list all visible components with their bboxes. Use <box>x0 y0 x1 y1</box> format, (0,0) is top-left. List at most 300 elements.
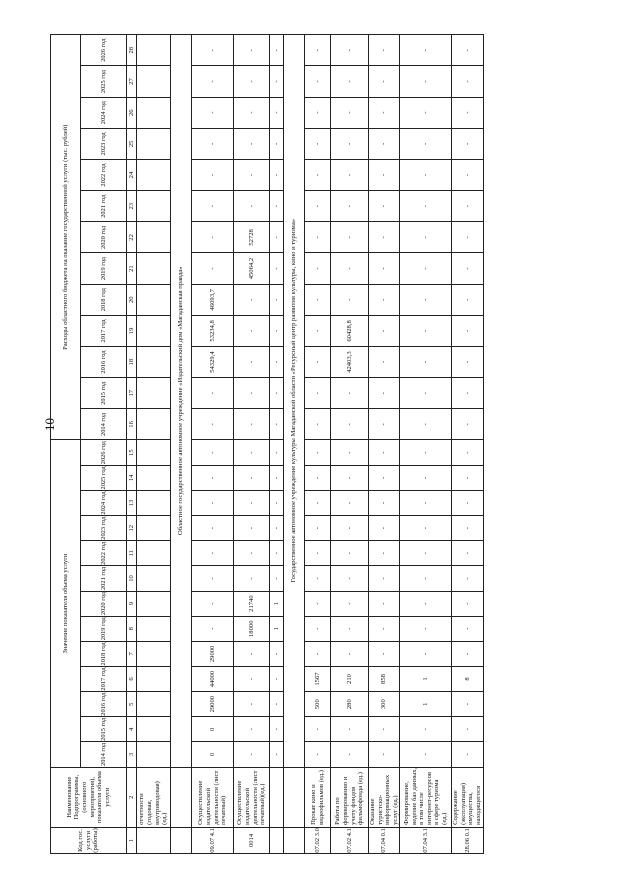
budget-cell: - <box>305 346 331 377</box>
year-header: 2020 год <box>81 591 127 616</box>
column-number: 2 <box>127 767 137 827</box>
budget-cell: - <box>400 97 452 128</box>
budget-cell: - <box>305 66 331 97</box>
table-row <box>452 35 483 854</box>
volume-cell: - <box>452 616 483 641</box>
budget-cell: - <box>270 346 284 377</box>
budget-cell: - <box>369 253 400 284</box>
row-code: 07.04 0.1 <box>369 827 400 853</box>
row-code: 07.02 4.1 <box>331 827 369 853</box>
budget-cell: - <box>192 378 234 409</box>
budget-cell: 54329,4 <box>192 346 234 377</box>
volume-cell: - <box>331 516 369 541</box>
budget-cell: - <box>369 222 400 253</box>
volume-cell: 21740 <box>234 591 270 616</box>
budget-cell: - <box>452 378 483 409</box>
volume-cell: - <box>192 541 234 566</box>
budget-cell: - <box>369 97 400 128</box>
budget-cell: - <box>331 128 369 159</box>
volume-cell: - <box>234 440 270 465</box>
volume-cell: 858 <box>369 666 400 691</box>
volume-cell: - <box>369 566 400 591</box>
volume-cell: - <box>270 541 284 566</box>
budget-cell <box>137 159 171 190</box>
column-number: 7 <box>127 641 137 666</box>
year-header: 2026 год <box>81 440 127 465</box>
section-title: Государственное автономное учреждение культуры Магаданской области «Ресурсный центр развития культуры, кино и туризма» <box>284 35 305 768</box>
volume-cell: - <box>369 465 400 490</box>
budget-cell: 53234,8 <box>192 315 234 346</box>
volume-cell: - <box>305 742 331 767</box>
volume-cell: - <box>234 490 270 515</box>
volume-cell: - <box>270 440 284 465</box>
budget-cell: - <box>452 159 483 190</box>
volume-cell: - <box>234 666 270 691</box>
volume-cell <box>137 666 171 691</box>
volume-cell: - <box>305 516 331 541</box>
rotated-table-page <box>50 34 570 854</box>
volume-cell: 280 <box>331 692 369 717</box>
budget-cell: - <box>400 378 452 409</box>
volume-cell: - <box>305 440 331 465</box>
volume-cell: - <box>331 541 369 566</box>
year-header: 2016 год <box>81 692 127 717</box>
column-number: 15 <box>127 440 137 465</box>
volume-cell: - <box>270 566 284 591</box>
budget-cell: - <box>234 284 270 315</box>
volume-cell <box>137 490 171 515</box>
budget-cell: - <box>234 409 270 440</box>
header-code: Код гос. услуги (работы) <box>51 827 127 853</box>
year-header: 2025 год <box>81 66 127 97</box>
budget-cell <box>137 409 171 440</box>
table-row <box>400 35 452 854</box>
budget-cell: - <box>331 409 369 440</box>
budget-cell: - <box>400 346 452 377</box>
row-code: 09.07 4.1 <box>192 827 234 853</box>
budget-cell: 45064,2 <box>234 253 270 284</box>
budget-cell <box>137 97 171 128</box>
volume-cell: 0 <box>192 717 234 742</box>
volume-cell: 1567 <box>305 666 331 691</box>
volume-cell <box>137 692 171 717</box>
volume-cell: - <box>270 641 284 666</box>
budget-cell: - <box>400 128 452 159</box>
table-row <box>331 35 369 854</box>
column-number: 25 <box>127 128 137 159</box>
budget-cell: - <box>270 35 284 66</box>
volume-cell: - <box>369 490 400 515</box>
budget-cell: - <box>331 159 369 190</box>
volume-cell: 1 <box>270 616 284 641</box>
volume-cell: - <box>331 440 369 465</box>
budget-cell: - <box>192 66 234 97</box>
volume-cell <box>137 742 171 767</box>
volume-cell: - <box>400 641 452 666</box>
table-row <box>369 35 400 854</box>
budget-cell: - <box>452 222 483 253</box>
budget-cell: - <box>400 66 452 97</box>
volume-cell: 8 <box>452 666 483 691</box>
volume-cell: - <box>400 516 452 541</box>
volume-cell: - <box>234 717 270 742</box>
budget-cell <box>137 253 171 284</box>
year-header: 2022 год <box>81 159 127 190</box>
section-spacer <box>171 827 192 853</box>
year-header: 2015 год <box>81 717 127 742</box>
volume-cell <box>137 641 171 666</box>
volume-cell: - <box>452 591 483 616</box>
volume-cell: 210 <box>331 666 369 691</box>
volume-cell: - <box>452 641 483 666</box>
volume-cell: - <box>192 465 234 490</box>
volume-cell: - <box>192 566 234 591</box>
budget-cell: - <box>270 128 284 159</box>
year-header: 2020 год <box>81 222 127 253</box>
column-number: 5 <box>127 692 137 717</box>
volume-cell: - <box>452 566 483 591</box>
volume-cell: - <box>452 516 483 541</box>
budget-cell: - <box>305 409 331 440</box>
budget-cell: - <box>452 128 483 159</box>
budget-cell <box>137 191 171 222</box>
volume-cell: - <box>331 591 369 616</box>
volume-cell: - <box>270 692 284 717</box>
volume-cell: - <box>192 490 234 515</box>
budget-cell: - <box>305 128 331 159</box>
volume-cell: - <box>369 591 400 616</box>
budget-cell: - <box>305 191 331 222</box>
volume-cell: - <box>234 641 270 666</box>
volume-cell: - <box>369 641 400 666</box>
volume-cell: 1 <box>400 666 452 691</box>
volume-cell: 0 <box>192 742 234 767</box>
budget-cell: - <box>452 315 483 346</box>
budget-cell: - <box>234 315 270 346</box>
volume-cell: - <box>369 742 400 767</box>
volume-cell <box>137 566 171 591</box>
volume-cell: - <box>234 516 270 541</box>
column-number: 12 <box>127 516 137 541</box>
year-header: 2021 год <box>81 191 127 222</box>
row-name: Оказание туристско-информационных услуг (ед.) <box>369 767 400 827</box>
volume-cell: - <box>369 516 400 541</box>
budget-cell: - <box>369 128 400 159</box>
budget-cell: - <box>270 253 284 284</box>
budget-cell <box>137 378 171 409</box>
column-number: 23 <box>127 191 137 222</box>
row-name: Прокат кино и видеофильмов (ед.) <box>305 767 331 827</box>
volume-cell: 29000 <box>192 692 234 717</box>
budget-cell: - <box>234 128 270 159</box>
row-name: Содержание (эксплуатация) имущества, находящегося <box>452 767 483 827</box>
budget-cell: - <box>369 66 400 97</box>
header-volume: Значение показателя объема услуги <box>51 440 81 767</box>
column-number: 14 <box>127 465 137 490</box>
budget-cell: - <box>452 191 483 222</box>
year-header: 2014 год <box>81 409 127 440</box>
volume-cell <box>137 616 171 641</box>
budget-cell: - <box>369 191 400 222</box>
budget-cell: - <box>192 159 234 190</box>
volume-cell: - <box>192 616 234 641</box>
budget-cell: - <box>331 191 369 222</box>
volume-cell: 1 <box>400 692 452 717</box>
budget-cell: - <box>400 35 452 66</box>
budget-cell: - <box>192 35 234 66</box>
budget-cell: - <box>452 253 483 284</box>
year-header: 2024 год <box>81 97 127 128</box>
row-name <box>270 767 284 827</box>
volume-cell: - <box>192 516 234 541</box>
budget-cell: - <box>305 378 331 409</box>
budget-cell: - <box>192 253 234 284</box>
budget-cell: - <box>270 191 284 222</box>
volume-cell: - <box>400 465 452 490</box>
column-number: 21 <box>127 253 137 284</box>
volume-cell: - <box>270 465 284 490</box>
column-number: 4 <box>127 717 137 742</box>
budget-cell: - <box>270 315 284 346</box>
budget-cell: - <box>400 315 452 346</box>
year-header: 2014 год <box>81 742 127 767</box>
budget-cell: 60428,8 <box>331 315 369 346</box>
budget-cell <box>137 346 171 377</box>
budget-cell: - <box>305 35 331 66</box>
column-number: 22 <box>127 222 137 253</box>
budget-table <box>50 34 484 854</box>
budget-cell: - <box>369 315 400 346</box>
year-header: 2022 год <box>81 541 127 566</box>
volume-cell: - <box>305 541 331 566</box>
budget-cell: - <box>192 97 234 128</box>
volume-cell: 500 <box>305 692 331 717</box>
volume-cell: - <box>369 541 400 566</box>
budget-cell <box>137 35 171 66</box>
budget-cell: - <box>331 253 369 284</box>
year-header: 2023 год <box>81 516 127 541</box>
column-number: 13 <box>127 490 137 515</box>
section-spacer <box>171 767 192 827</box>
page-number: 10 <box>42 418 57 431</box>
volume-cell: - <box>305 465 331 490</box>
volume-cell: - <box>331 490 369 515</box>
header-budget: Расходы областного бюджета на оказание государственной услуги (тыс. рублей) <box>51 35 81 441</box>
year-header: 2018 год <box>81 284 127 315</box>
volume-cell <box>137 717 171 742</box>
volume-cell: - <box>234 742 270 767</box>
budget-cell: - <box>369 284 400 315</box>
budget-cell: - <box>270 378 284 409</box>
budget-cell: - <box>305 284 331 315</box>
volume-cell: - <box>270 666 284 691</box>
budget-cell: - <box>331 378 369 409</box>
budget-cell: - <box>400 409 452 440</box>
volume-cell: - <box>270 742 284 767</box>
volume-cell: - <box>400 541 452 566</box>
column-number: 18 <box>127 346 137 377</box>
volume-cell: - <box>305 641 331 666</box>
volume-cell: 29000 <box>192 641 234 666</box>
volume-cell: - <box>400 566 452 591</box>
budget-cell: - <box>234 191 270 222</box>
volume-cell: - <box>192 440 234 465</box>
budget-cell: 46093,7 <box>192 284 234 315</box>
budget-cell: - <box>400 253 452 284</box>
column-number: 19 <box>127 315 137 346</box>
volume-cell: - <box>234 566 270 591</box>
budget-cell <box>137 284 171 315</box>
table-row <box>234 35 270 854</box>
row-code: 0014 <box>234 827 270 853</box>
section-title: Областное государственное автономное учреждение «Издательский дом «Магаданская правда» <box>171 35 192 768</box>
budget-cell: - <box>305 222 331 253</box>
budget-cell: - <box>452 284 483 315</box>
budget-cell: - <box>400 191 452 222</box>
budget-cell: - <box>452 346 483 377</box>
budget-cell: - <box>270 159 284 190</box>
volume-cell: - <box>270 490 284 515</box>
header-name: Наименование Подпрограммы, (основного мероприятия), показателя объема услуги <box>51 767 127 827</box>
year-header: 2016 год <box>81 346 127 377</box>
volume-cell: - <box>331 465 369 490</box>
volume-cell: - <box>400 616 452 641</box>
column-number: 28 <box>127 35 137 66</box>
table-row <box>270 35 284 854</box>
volume-cell: - <box>452 440 483 465</box>
column-number: 27 <box>127 66 137 97</box>
volume-cell: - <box>400 490 452 515</box>
budget-cell: - <box>452 35 483 66</box>
volume-cell: 18000 <box>234 616 270 641</box>
volume-cell: - <box>369 616 400 641</box>
volume-cell <box>137 465 171 490</box>
year-header: 2017 год <box>81 315 127 346</box>
row-code: 28.06 0.1 <box>452 827 483 853</box>
budget-cell: - <box>270 222 284 253</box>
section-spacer <box>284 827 305 853</box>
table-row <box>192 35 234 854</box>
budget-cell: - <box>331 35 369 66</box>
row-code: 07.02 3.0 <box>305 827 331 853</box>
volume-cell: - <box>331 616 369 641</box>
budget-cell: - <box>192 222 234 253</box>
budget-cell: - <box>400 159 452 190</box>
column-number: 24 <box>127 159 137 190</box>
volume-cell: - <box>331 742 369 767</box>
column-number: 8 <box>127 616 137 641</box>
volume-cell: - <box>452 692 483 717</box>
volume-cell: 1 <box>270 591 284 616</box>
volume-cell <box>137 516 171 541</box>
volume-cell: 44000 <box>192 666 234 691</box>
table-row <box>137 35 171 854</box>
budget-cell <box>137 66 171 97</box>
column-number: 11 <box>127 541 137 566</box>
volume-cell: - <box>452 717 483 742</box>
budget-cell: - <box>331 66 369 97</box>
volume-cell: - <box>234 692 270 717</box>
year-header: 2021 год <box>81 566 127 591</box>
budget-cell: - <box>234 346 270 377</box>
budget-cell: - <box>192 128 234 159</box>
section-spacer <box>284 767 305 827</box>
budget-cell: - <box>270 97 284 128</box>
volume-cell <box>137 591 171 616</box>
volume-cell: - <box>452 541 483 566</box>
row-name: Осуществление издательской деятельности (лист печатный)(ед.) <box>234 767 270 827</box>
volume-cell: - <box>369 717 400 742</box>
volume-cell <box>137 440 171 465</box>
row-name: отчетности (годовая, внутриводовая) (ед.) <box>137 767 171 827</box>
budget-cell: - <box>369 159 400 190</box>
budget-cell: - <box>305 97 331 128</box>
budget-cell: - <box>331 97 369 128</box>
budget-cell: - <box>234 35 270 66</box>
column-number: 10 <box>127 566 137 591</box>
budget-cell: - <box>452 97 483 128</box>
volume-cell: - <box>452 742 483 767</box>
budget-cell: - <box>305 253 331 284</box>
column-number: 6 <box>127 666 137 691</box>
year-header: 2026 год <box>81 35 127 66</box>
year-header: 2019 год <box>81 253 127 284</box>
volume-cell: - <box>400 591 452 616</box>
column-number: 3 <box>127 742 137 767</box>
row-name: Формирование, ведение баз данных, в том числе интернет-ресурсов в сфере туризма (ед.) <box>400 767 452 827</box>
volume-cell: - <box>331 717 369 742</box>
year-header: 2023 год <box>81 128 127 159</box>
column-number: 9 <box>127 591 137 616</box>
budget-cell: - <box>270 409 284 440</box>
volume-cell: - <box>234 465 270 490</box>
volume-cell: - <box>270 516 284 541</box>
year-header: 2025 год <box>81 465 127 490</box>
volume-cell: - <box>452 465 483 490</box>
volume-cell: - <box>305 591 331 616</box>
budget-cell: - <box>400 284 452 315</box>
column-number: 20 <box>127 284 137 315</box>
budget-cell <box>137 128 171 159</box>
budget-cell: - <box>234 159 270 190</box>
row-code: 07.04 3.1 <box>400 827 452 853</box>
volume-cell <box>137 541 171 566</box>
budget-cell: - <box>331 222 369 253</box>
volume-cell: - <box>331 641 369 666</box>
volume-cell: - <box>305 566 331 591</box>
budget-cell <box>137 315 171 346</box>
year-header: 2018 год <box>81 641 127 666</box>
volume-cell: - <box>192 591 234 616</box>
volume-cell: - <box>331 566 369 591</box>
budget-cell: - <box>369 346 400 377</box>
volume-cell: - <box>400 742 452 767</box>
row-code <box>270 827 284 853</box>
budget-cell: - <box>400 222 452 253</box>
budget-cell: 52728 <box>234 222 270 253</box>
year-header: 2019 год <box>81 616 127 641</box>
budget-cell: - <box>305 315 331 346</box>
budget-cell: - <box>452 409 483 440</box>
budget-cell: - <box>331 284 369 315</box>
row-code <box>137 827 171 853</box>
budget-cell: - <box>192 409 234 440</box>
row-name: Работа по формированию и учету фондов фильмофонда (ед.) <box>331 767 369 827</box>
volume-cell: - <box>369 440 400 465</box>
volume-cell: 300 <box>369 692 400 717</box>
row-name: Осуществление издательской деятельности (лист печатный) <box>192 767 234 827</box>
budget-cell: - <box>270 66 284 97</box>
